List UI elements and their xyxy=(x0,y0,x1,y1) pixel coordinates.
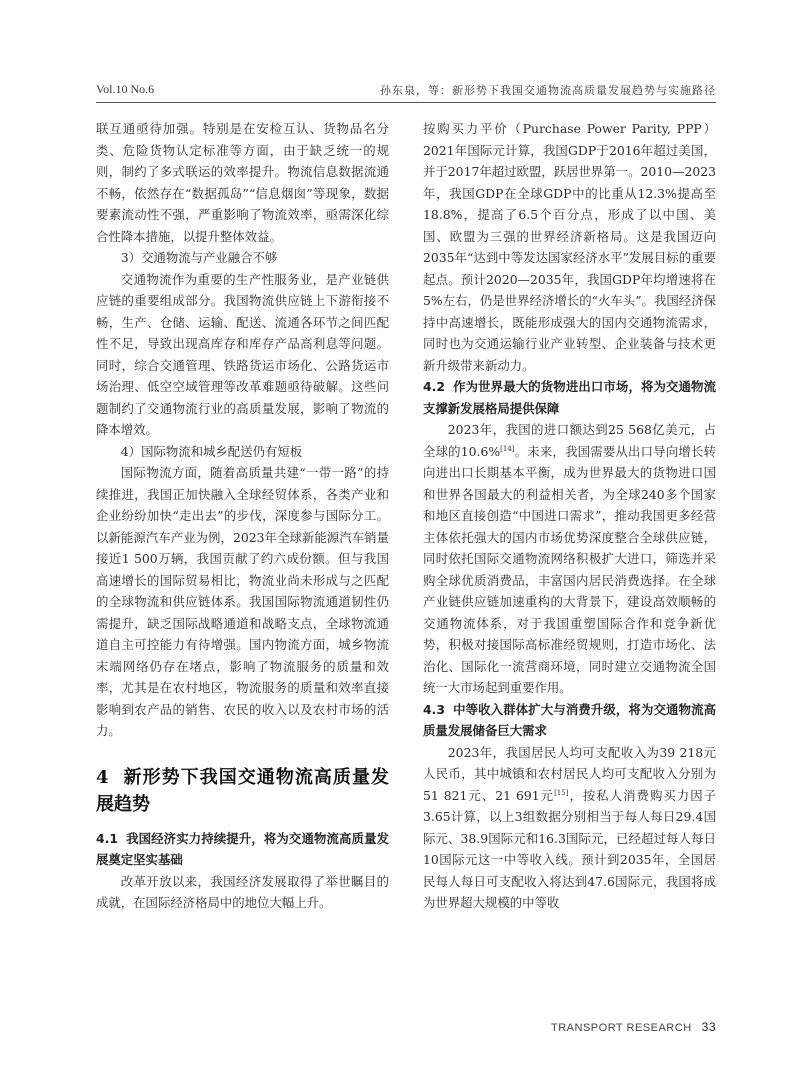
subsection-number: 4.2 xyxy=(423,379,445,394)
paragraph-text: 2023年，我国的进口额达到25 568亿美元，占全球的10.6% xyxy=(423,422,716,459)
subsection-number: 4.3 xyxy=(423,701,445,717)
journal-volume: Vol.10 No.6 xyxy=(96,82,155,96)
citation-ref: [14] xyxy=(500,444,515,453)
subsection-heading xyxy=(423,376,716,419)
paragraph: 改革开放以来，我国经济发展取得了举世瞩目的成就，在国际经济格局中的地位大幅上升。 xyxy=(96,873,389,910)
paragraph-text: 。未来，我国需要从出口导向增长转向进出口长期基本平衡，成为世界最大的货物进口国和世界各国最大的利益相关者，为全球240多个国家和地区直接创造“中国进口需求”，推动我国更多经营主体依托强大的国内市场优势深度整合全球供应链，同时依托国际交通物流网络积极扩大进口，筛选并采购全球优质消费品，丰富国内居民消费选择。在全球产业链供应链加速重构的大背景下，建设高效顺畅的交通物流体系，对于我国重塑国际合作和竞争新优势，积极对接国际高标准经贸规则，打造市场化、法治化、国际化一流营商环境，同时建立交通物流全国统一大市场起到重要作用。 xyxy=(423,443,716,695)
page-number: 33 xyxy=(701,1020,716,1034)
paragraph: 按购买力平价（Purchase Power Parity, PPP）2021年国际元计算，我国GDP于2016年超过美国，并于2017年超过欧盟，跃居世界第一。2010—2023年，我国GDP在全球GDP中的比重从12.3%提高至18.8%，提高了6.5个百分点，形成了以中国、美国、欧盟为三强的世界经济新格局。这是我国迈向2035年“达到中等发达国家经济水平”发展目标的重要起点。预计2020—2035年，我国GDP年均增速将在5%左右，仍是世界经济增长的“火车头”。我国经济保持中高速增长，既能形成强大的国内交通物流需求，同时也为交通运输行业产业转型、企业装备与技术更新升级带来新动力。 xyxy=(423,121,716,373)
subsection-heading xyxy=(96,828,389,871)
subsection-title: 4）国际物流和城乡配送仍有短板 xyxy=(120,443,303,459)
paragraph xyxy=(423,419,716,699)
subsection-number: 4.1 xyxy=(96,830,118,846)
running-title: 孙东泉，等：新形势下我国交通物流高质量发展趋势与实施路径 xyxy=(380,84,716,97)
paragraph: 交通物流作为重要的生产性服务业，是产业链供应链的重要组成部分。我国物流供应链上下游衔接不畅，生产、仓储、运输、配送、流通各环节之间匹配性不足，导致出现高库存和库存产品高利息等问题。同时，综合交通管理、铁路货运市场化、公路货运市场治理、低空空域管理等改革难题亟待破解。这些问题制约了交通物流行业的高质量发展，影响了物流的降本增效。 xyxy=(96,271,389,437)
subsection-title: 中等收入群体扩大与消费升级，将为交通物流高质量发展储备巨大需求 xyxy=(423,701,716,738)
paragraph xyxy=(423,742,716,914)
paragraph-text: ，按私人消费购买力因子3.65计算，以上3组数据分别相当于每人每日29.4国际元、38.9国际元和16.3国际元，已经超过每人每日10国际元这一中等收入线。预计到2035年，全国居民每人每日可支配收入将达到47.6国际元，我国将成为世界超大规模的中等收 xyxy=(423,787,717,910)
section-number: 4 xyxy=(96,766,109,788)
page-footer xyxy=(551,1020,716,1034)
running-header xyxy=(96,80,716,103)
subsection-heading xyxy=(423,699,716,742)
right-column xyxy=(423,118,716,914)
left-column xyxy=(96,118,389,914)
paragraph: 国际物流方面，随着高质量共建“一带一路”的持续推进，我国正加快融入全球经贸体系，各类产业和企业纷纷加快“走出去”的步伐，深度参与国际分工。以新能源汽车产业为例，2023年全球新能源汽车销量接近1 500万辆，我国贡献了约六成份额。但与我国高速增长的国际贸易相比，物流业尚未形成与之匹配的全球物流和供应链体系。我国国际物流通道韧性仍需提升，缺乏国际战略通道和战略支点，全球物流通道自主可控能力有待增强。国内物流方面，城乡物流末端网络仍存在堵点，影响了物流服务的质量和效率，尤其是在农村地区，物流服务的质量和效率直接影响到农产品的销售、农民的收入以及农村市场的活力。 xyxy=(96,465,389,738)
citation-ref: [15] xyxy=(554,788,569,797)
subsection-title: 3）交通物流与产业融合不够 xyxy=(120,250,278,265)
footer-journal-name: TRANSPORT RESEARCH xyxy=(551,1022,692,1034)
section-title: 新形势下我国交通物流高质量发展趋势 xyxy=(96,766,389,815)
paragraph: 联互通亟待加强。特别是在安检互认、货物品名分类、危险货物认定标准等方面，由于缺乏统一的规则，制约了多式联运的效率提升。物流信息数据流通不畅，依然存在“数据孤岛”“信息烟囱”等现象，数据要素流动性不强，严重影响了物流效率，亟需深化综合性降本措施，以提升整体效益。 xyxy=(96,121,389,244)
subsection-title: 我国经济实力持续提升，将为交通物流高质量发展奠定坚实基础 xyxy=(96,830,389,867)
subsection-title: 作为世界最大的货物进出口市场，将为交通物流支撑新发展格局提供保障 xyxy=(423,379,716,416)
paragraph-text: 2023年，我国居民人均可支配收入为39 218元人民币，其中城镇和农村居民人均可支配收入分别为51 821元、21 691元 xyxy=(423,744,716,803)
section-heading xyxy=(96,764,389,818)
